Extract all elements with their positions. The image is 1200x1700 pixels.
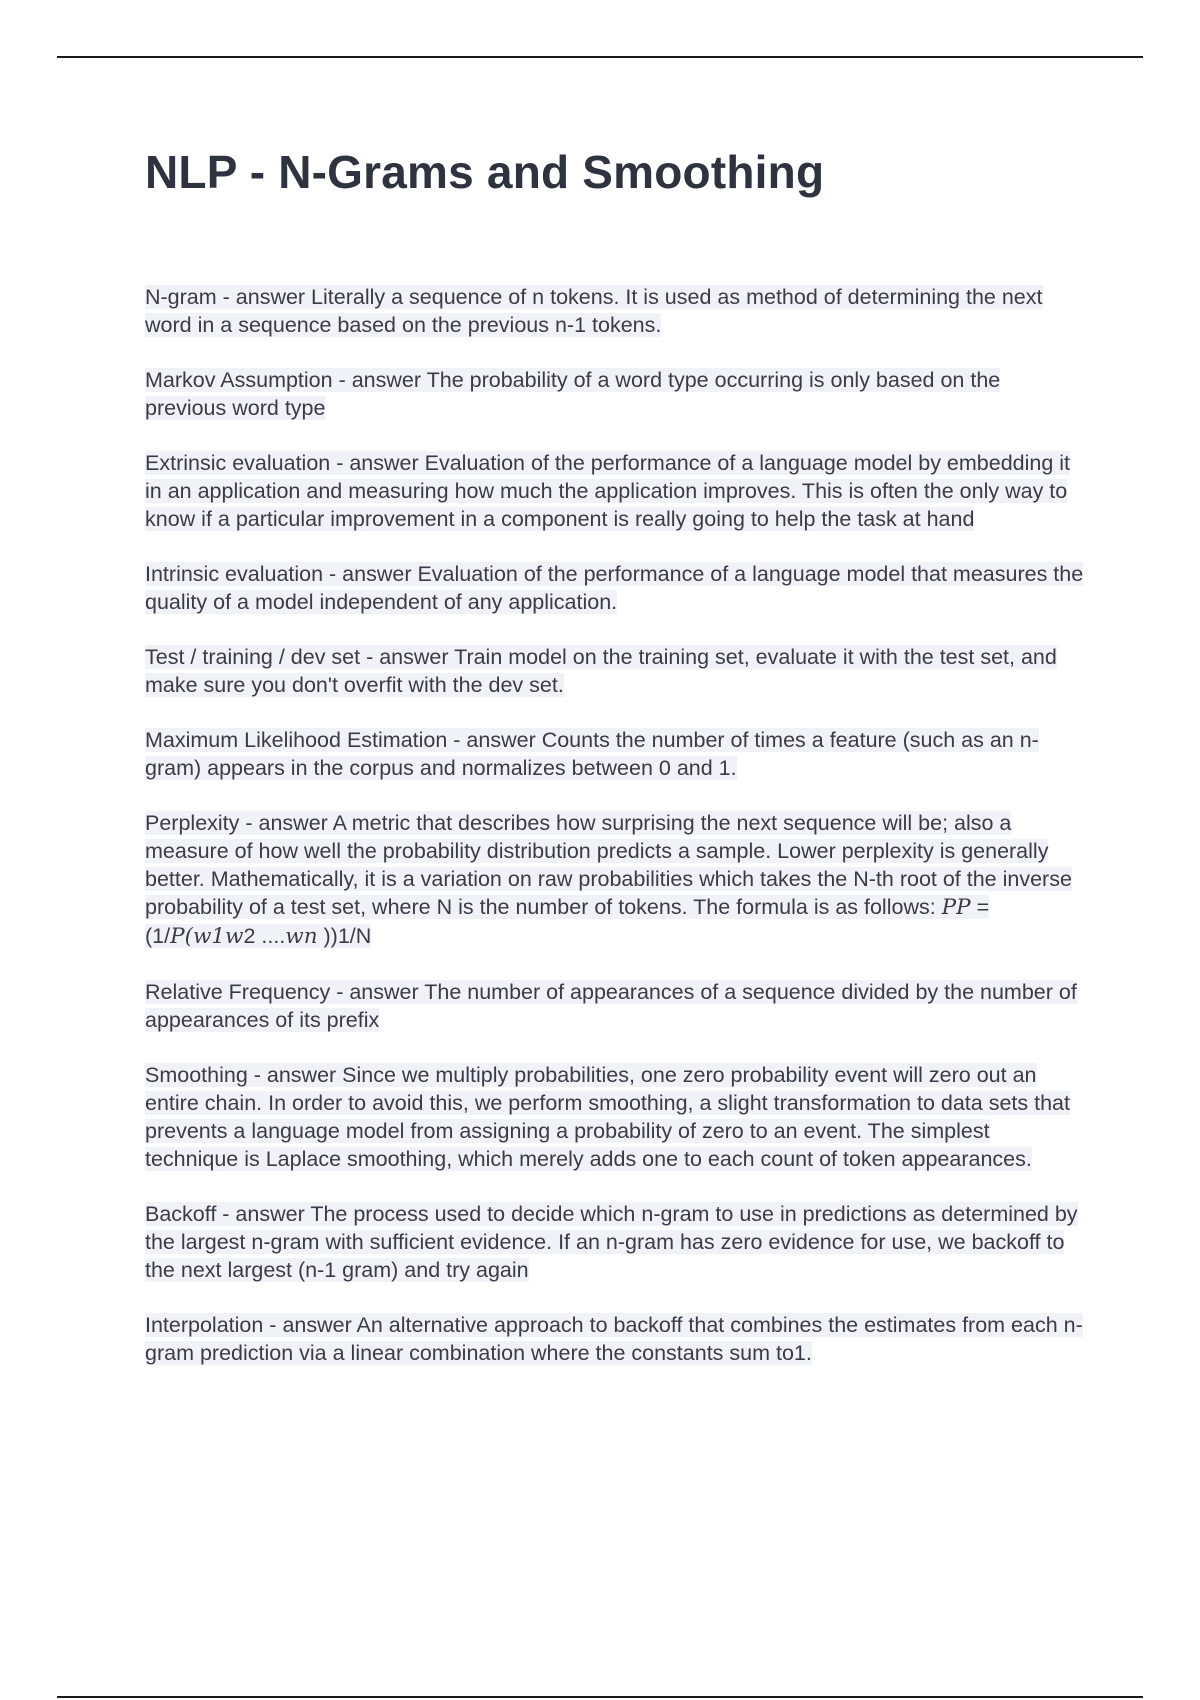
entry-list — [145, 283, 1085, 1394]
formula-w1: w — [192, 924, 212, 949]
entry-smoothing — [145, 1061, 1085, 1173]
entry-perplexity — [145, 809, 1085, 951]
formula-pp: PP — [941, 895, 971, 920]
formula-close: ))1/N — [317, 924, 372, 948]
entry-ngram — [145, 283, 1085, 339]
formula-eq: = (1/ — [145, 895, 990, 948]
entry-text: Test / training / dev set - answer Train model on the training set, evaluate it with the test set, and make sure you don't overfit with the dev set. — [145, 645, 1057, 697]
formula-open: ( — [184, 924, 193, 949]
entry-relative-frequency — [145, 978, 1085, 1034]
top-rule — [57, 56, 1143, 58]
entry-maximum-likelihood-estimation — [145, 726, 1085, 782]
entry-extrinsic-evaluation — [145, 449, 1085, 533]
formula-dots: .... — [255, 924, 286, 948]
entry-text: Maximum Likelihood Estimation - answer Counts the number of times a feature (such as an n-gram) appears in the corpus and normalizes between 0 and 1. — [145, 728, 1039, 780]
entry-text-with-formula — [145, 811, 1072, 948]
entry-text: Perplexity - answer A metric that describes how surprising the next sequence will be; also a measure of how well the probability distribution predicts a sample. Lower perplexity is generally better. Mathematically, it is a variation on raw probabilities which takes the N-th root of the inverse probability of a test set, where N is the number of tokens. The formula is as follows: — [145, 811, 1072, 919]
formula-p: P — [170, 924, 185, 949]
entry-text: Markov Assumption - answer The probability of a word type occurring is only based on the previous word type — [145, 368, 1001, 420]
formula-one: 1 — [211, 924, 226, 949]
formula-two: 2 — [243, 924, 256, 948]
entry-test-training-dev-set — [145, 643, 1085, 699]
formula-w2: w — [225, 924, 244, 949]
formula-wn: wn — [285, 924, 318, 949]
entry-text: Smoothing - answer Since we multiply probabilities, one zero probability event will zero out an entire chain. In order to avoid this, we perform smoothing, a slight transformation to data sets that prevents a language model from assigning a probability of zero to an event. The simplest technique is Laplace smoothing, which merely adds one to each count of token appearances. — [145, 1063, 1070, 1171]
entry-markov-assumption — [145, 366, 1085, 422]
entry-text: Intrinsic evaluation - answer Evaluation of the performance of a language model that measures the quality of a model independent of any application. — [145, 562, 1084, 614]
entry-text: Relative Frequency - answer The number of appearances of a sequence divided by the number of appearances of its prefix — [145, 980, 1077, 1032]
entry-text: N-gram - answer Literally a sequence of n tokens. It is used as method of determining the next word in a sequence based on the previous n-1 tokens. — [145, 285, 1043, 337]
entry-interpolation — [145, 1311, 1085, 1367]
page-title: NLP - N-Grams and Smoothing — [145, 146, 825, 198]
entry-text: Extrinsic evaluation - answer Evaluation of the performance of a language model by embedding it in an application and measuring how much the application improves. This is often the only way to know if a particular improvement in a component is really going to help the task at hand — [145, 451, 1071, 531]
entry-backoff — [145, 1200, 1085, 1284]
entry-intrinsic-evaluation — [145, 560, 1085, 616]
bottom-rule — [57, 1696, 1143, 1698]
entry-text: Interpolation - answer An alternative approach to backoff that combines the estimates from each n-gram prediction via a linear combination where the constants sum to1. — [145, 1313, 1083, 1365]
entry-text: Backoff - answer The process used to decide which n-gram to use in predictions as determined by the largest n-gram with sufficient evidence. If an n-gram has zero evidence for use, we backoff to the next largest (n-1 gram) and try again — [145, 1202, 1078, 1282]
